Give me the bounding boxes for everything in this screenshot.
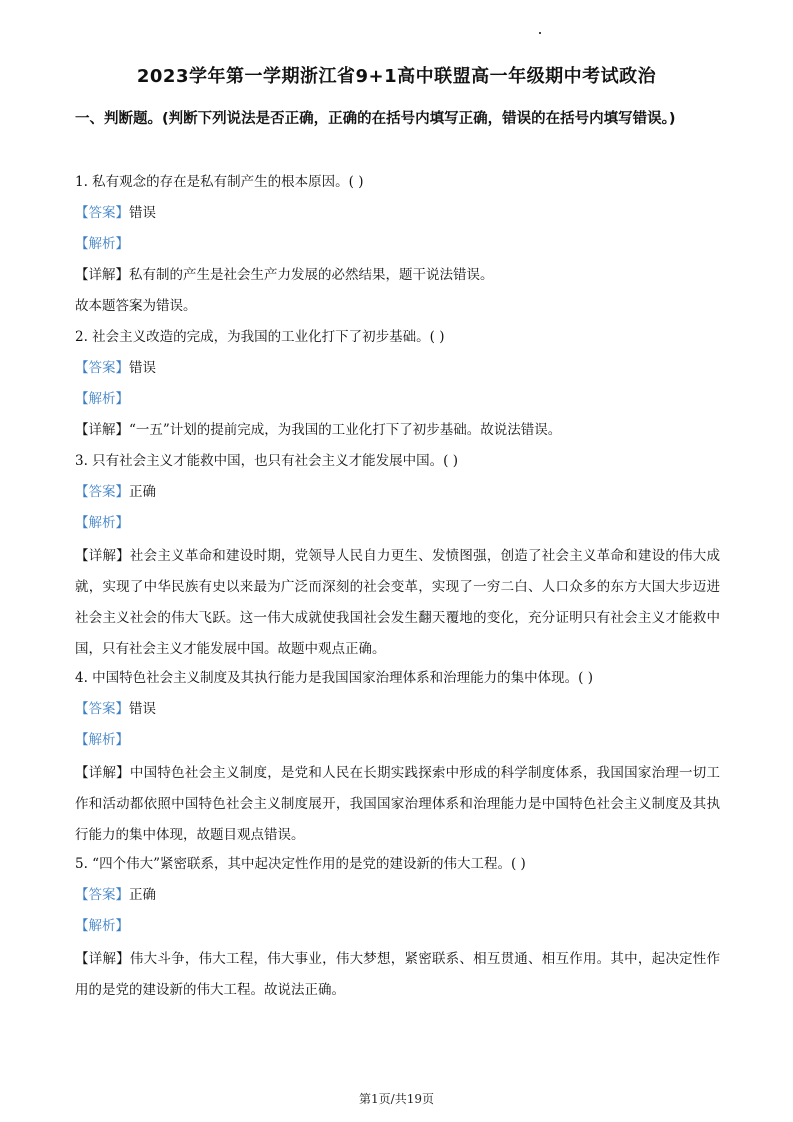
answer-line [75,882,720,913]
answer-label: 【答案】 [75,701,129,717]
answer-line [75,355,720,386]
analysis-label: 【解析】 [75,732,129,748]
section-heading: 一、判断题。(判断下列说法是否正确，正确的在括号内填写正确，错误的在括号内填写错误。) [75,111,676,127]
analysis-line [75,386,720,417]
question-stem: 4. 中国特色社会主义制度及其执行能力是我国国家治理体系和治理能力的集中体现。( ) [75,670,593,686]
question-2 [75,324,720,448]
answer-value: 错误 [129,701,156,717]
detail-text: 中国特色社会主义制度，是党和人民在长期实践探索中形成的科学制度体系，我国国家治理一切工作和活动都依照中国特色社会主义制度展开，我国国家治理体系和治理能力是中国特色社会主义制度及其执行能力的集中体现，故题目观点错误。 [75,765,721,843]
question-5 [75,851,720,1006]
analysis-line [75,510,720,541]
analysis-line [75,727,720,758]
detail-label: 【详解】 [75,765,130,781]
question-4 [75,665,720,851]
analysis-label: 【解析】 [75,391,129,407]
question-1 [75,169,720,324]
answer-value: 错误 [129,360,156,376]
answer-line [75,479,720,510]
analysis-label: 【解析】 [75,515,129,531]
question-stem: 2. 社会主义改造的完成，为我国的工业化打下了初步基础。( ) [75,329,445,345]
detail-line [75,262,720,293]
analysis-line [75,913,720,944]
answer-line [75,696,720,727]
analysis-label: 【解析】 [75,918,129,934]
detail-paragraph [75,541,720,665]
answer-label: 【答案】 [75,484,129,500]
page-footer: 第1页/共19页 [359,1092,434,1106]
detail-text: “一五”计划的提前完成，为我国的工业化打下了初步基础。故说法错误。 [129,422,562,438]
answer-label: 【答案】 [75,887,129,903]
conclusion-line: 故本题答案为错误。 [75,298,197,314]
detail-text: 社会主义革命和建设时期，党领导人民自力更生、发愤图强，创造了社会主义革命和建设的伟大成就，实现了中华民族有史以来最为广泛而深刻的社会变革，实现了一穷二白、人口众多的东方大国大步迈进社会主义社会的伟大飞跃。这一伟大成就使我国社会发生翻天覆地的变化，充分证明只有社会主义才能救中国，只有社会主义才能发展中国。故题中观点正确。 [75,548,721,657]
detail-label: 【详解】 [75,267,129,283]
detail-paragraph [75,944,720,1006]
detail-line [75,417,720,448]
detail-text: 伟大斗争，伟大工程，伟大事业，伟大梦想，紧密联系、相互贯通、相互作用。其中，起决定性作用的是党的建设新的伟大工程。故说法正确。 [75,951,721,998]
detail-label: 【详解】 [75,422,129,438]
analysis-label: 【解析】 [75,236,129,252]
detail-label: 【详解】 [75,951,130,967]
answer-line [75,200,720,231]
detail-text: 私有制的产生是社会生产力发展的必然结果，题干说法错误。 [129,267,494,283]
question-stem: 5. “四个伟大”紧密联系，其中起决定性作用的是党的建设新的伟大工程。( ) [75,856,526,872]
document-title: 2023学年第一学期浙江省9+1高中联盟高一年级期中考试政治 [136,66,657,87]
detail-paragraph [75,758,720,851]
detail-label: 【详解】 [75,548,130,564]
answer-label: 【答案】 [75,205,129,221]
answer-value: 错误 [129,205,156,221]
answer-value: 正确 [129,887,156,903]
questions-list [75,169,720,1006]
answer-value: 正确 [129,484,156,500]
question-3 [75,448,720,665]
question-stem: 3. 只有社会主义才能救中国，也只有社会主义才能发展中国。( ) [75,453,458,469]
question-stem: 1. 私有观念的存在是私有制产生的根本原因。( ) [75,174,364,190]
analysis-line [75,231,720,262]
answer-label: 【答案】 [75,360,129,376]
decorative-dot [539,32,541,34]
